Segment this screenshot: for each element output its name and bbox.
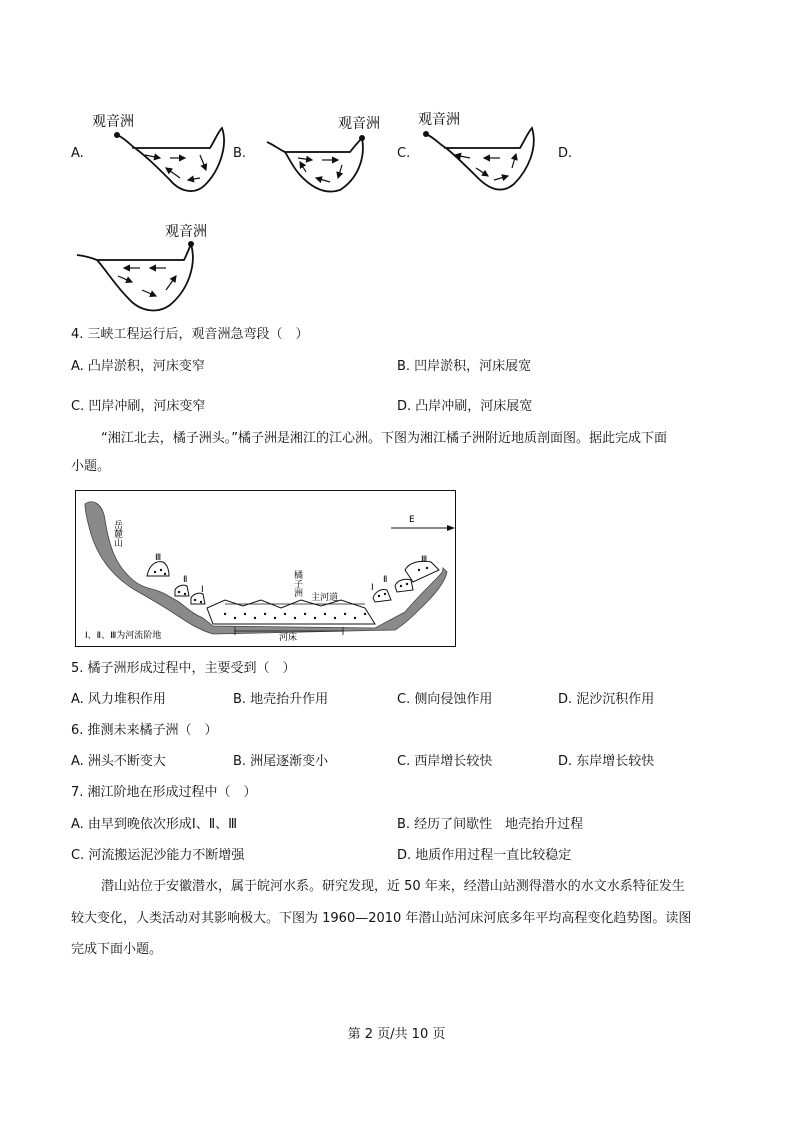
riverbed-label: 河床 <box>279 633 298 643</box>
terrace-1-right-label: Ⅰ <box>371 583 374 593</box>
intro1-line1: “湘江北去，橘子洲头。”橘子洲是湘江的江心洲。下图为湘江橘子洲附近地质剖面图。据此完成下面 <box>101 431 667 446</box>
intro2-line2: 较大变化，人类活动对其影响极大。下图为 1960—2010 年潜山站河床河底多年平均高程变化趋势图。读图 <box>71 911 692 926</box>
q5-option-b: B. 地壳抬升作用 <box>233 692 329 707</box>
figure-a <box>92 114 224 191</box>
q4-option-d: D. 凸岸冲刷，河床展宽 <box>397 399 533 414</box>
q4-option-c: C. 凹岸冲刷，河床变窄 <box>71 399 206 414</box>
terrace-3-left-label: Ⅲ <box>155 553 162 563</box>
q7-option-b: B. 经历了间歇性 地壳抬升过程 <box>397 817 584 832</box>
option-d-label: D. <box>558 146 573 161</box>
geological-profile <box>75 490 456 647</box>
figure-c-island-label: 观音洲 <box>418 112 460 128</box>
terrace-2-left-label: Ⅱ <box>183 575 188 585</box>
river-bend-figures <box>0 0 793 320</box>
intro1-line2: 小题。 <box>71 459 111 474</box>
figure-d <box>77 224 207 310</box>
q6-option-c: C. 西岸增长较快 <box>397 754 493 769</box>
figure-a-island-label: 观音洲 <box>92 114 134 130</box>
q6-option-b: B. 洲尾逐渐变小 <box>233 754 329 769</box>
q4-option-b: B. 凹岸淤积，河床展宽 <box>397 359 532 374</box>
q7-option-c: C. 河流搬运泥沙能力不断增强 <box>71 848 245 863</box>
figure-c <box>418 112 534 190</box>
q4-option-a: A. 凸岸淤积，河床变窄 <box>71 359 205 374</box>
q5-stem: 5. 橘子洲形成过程中，主要受到（ ） <box>71 661 296 676</box>
q6-stem: 6. 推测未来橘子洲（ ） <box>71 723 218 738</box>
q5-option-d: D. 泥沙沉积作用 <box>558 692 655 707</box>
q5-option-a: A. 风力堆积作用 <box>71 692 166 707</box>
q7-option-d: D. 地质作用过程一直比较稳定 <box>397 848 572 863</box>
terrace-legend: Ⅰ、Ⅱ、Ⅲ为河流阶地 <box>85 631 162 641</box>
figure-b-island-label: 观音洲 <box>338 116 380 132</box>
q6-option-d: D. 东岸增长较快 <box>558 754 655 769</box>
q6-option-a: A. 洲头不断变大 <box>71 754 166 769</box>
q7-option-a: A. 由早到晚依次形成Ⅰ、Ⅱ、Ⅲ <box>71 817 238 832</box>
q5-option-c: C. 侧向侵蚀作用 <box>397 692 493 707</box>
terrace-2-right-label: Ⅱ <box>383 575 388 585</box>
page-footer: 第 2 页/共 10 页 <box>347 1027 446 1042</box>
figure-b <box>267 116 380 192</box>
intro2-line3: 完成下面小题。 <box>71 942 163 957</box>
mountain-label: 岳麓山 <box>112 520 122 547</box>
intro2-line1: 潜山站位于安徽潜水，属于皖河水系。研究发现，近 50 年来，经潜山站测得潜水的水文水系特征发生 <box>101 879 685 894</box>
east-label: E <box>409 515 415 525</box>
terrace-3-right-label: Ⅲ <box>421 555 428 565</box>
option-b-label: B. <box>233 146 247 161</box>
option-c-label: C. <box>397 146 411 161</box>
option-a-label: A. <box>71 146 84 161</box>
figure-d-island-label: 观音洲 <box>165 224 207 240</box>
main-channel-label: 主河道 <box>311 593 339 603</box>
island-label: 橘子洲 <box>292 570 302 597</box>
q7-stem: 7. 湘江阶地在形成过程中（ ） <box>71 785 257 800</box>
q4-stem: 4. 三峡工程运行后，观音洲急弯段（ ） <box>71 327 309 342</box>
terrace-1-left-label: Ⅰ <box>201 585 204 595</box>
